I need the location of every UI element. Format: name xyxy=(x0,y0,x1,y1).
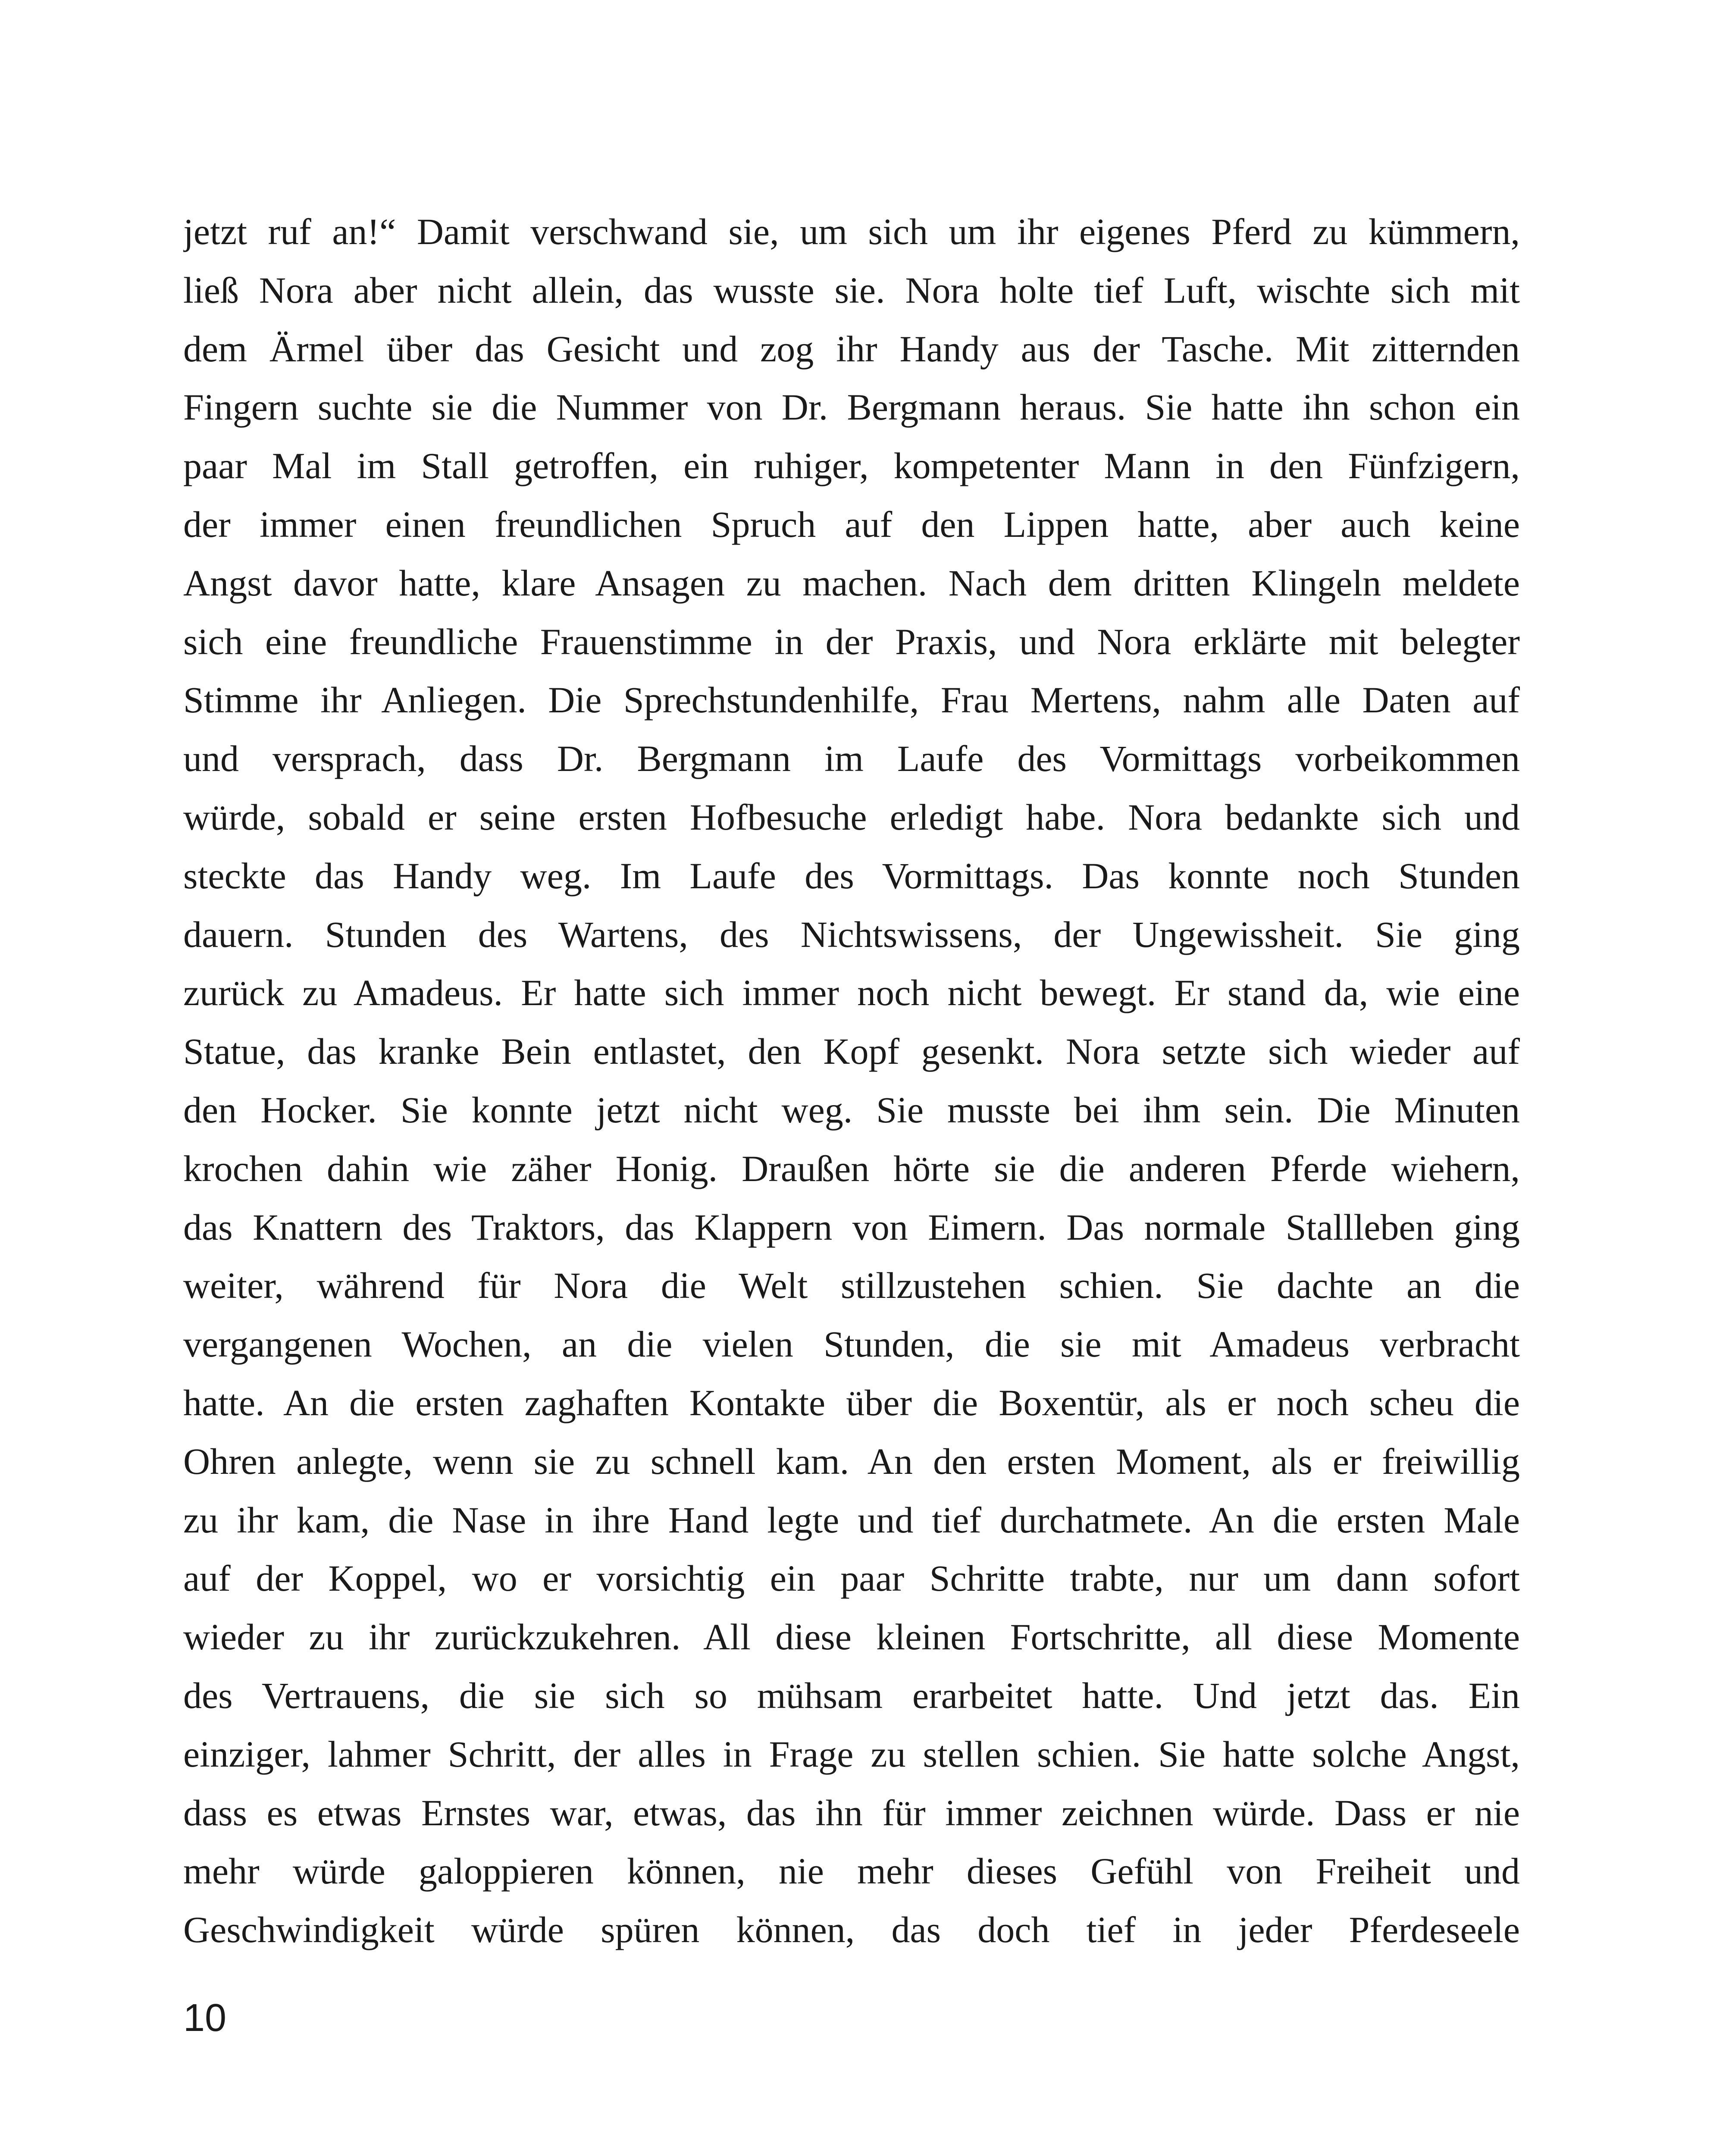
text-line: Fingern suchte sie die Nummer von Dr. Bergmann heraus. Sie hatte ihn schon ein xyxy=(183,386,1520,428)
text-line: des Vertrauens, die sie sich so mühsam erarbeitet hatte. Und jetzt das. Ein xyxy=(183,1674,1520,1716)
text-line: krochen dahin wie zäher Honig. Draußen hörte sie die anderen Pferde wiehern, xyxy=(183,1147,1520,1189)
text-line: würde, sobald er seine ersten Hofbesuche erledigt habe. Nora bedankte sich und xyxy=(183,796,1520,838)
text-line: der immer einen freundlichen Spruch auf den Lippen hatte, aber auch keine xyxy=(183,503,1520,545)
text-line: einziger, lahmer Schritt, der alles in Frage zu stellen schien. Sie hatte solche Angst, xyxy=(183,1733,1520,1775)
text-line: hatte. An die ersten zaghaften Kontakte über die Boxentür, als er noch scheu die xyxy=(183,1382,1520,1423)
text-line: dauern. Stunden des Wartens, des Nichtswissens, der Ungewissheit. Sie ging xyxy=(183,913,1520,955)
page-number: 10 xyxy=(183,1996,227,2040)
text-line: zu ihr kam, die Nase in ihre Hand legte und tief durchatmete. An die ersten Male xyxy=(183,1499,1520,1541)
text-line: das Knattern des Traktors, das Klappern von Eimern. Das normale Stallleben ging xyxy=(183,1206,1520,1248)
text-line: zurück zu Amadeus. Er hatte sich immer noch nicht bewegt. Er stand da, wie eine xyxy=(183,972,1520,1014)
text-line: und versprach, dass Dr. Bergmann im Laufe des Vormittags vorbeikommen xyxy=(183,738,1520,780)
text-line: dass es etwas Ernstes war, etwas, das ihn für immer zeichnen würde. Dass er nie xyxy=(183,1792,1520,1833)
text-line: paar Mal im Stall getroffen, ein ruhiger, kompetenter Mann in den Fünfzigern, xyxy=(183,445,1520,487)
text-line: Angst davor hatte, klare Ansagen zu machen. Nach dem dritten Klingeln meldete xyxy=(183,562,1520,604)
text-line: Geschwindigkeit würde spüren können, das doch tief in jeder Pferdeseele xyxy=(183,1909,1520,1951)
text-line: mehr würde galoppieren können, nie mehr dieses Gefühl von Freiheit und xyxy=(183,1850,1520,1892)
text-line: vergangenen Wochen, an die vielen Stunden, die sie mit Amadeus verbracht xyxy=(183,1323,1520,1365)
text-line: weiter, während für Nora die Welt stillzustehen schien. Sie dachte an die xyxy=(183,1265,1520,1307)
text-line: ließ Nora aber nicht allein, das wusste sie. Nora holte tief Luft, wischte sich mit xyxy=(183,269,1520,311)
text-line: den Hocker. Sie konnte jetzt nicht weg. Sie musste bei ihm sein. Die Minuten xyxy=(183,1089,1520,1131)
text-line: steckte das Handy weg. Im Laufe des Vormittags. Das konnte noch Stunden xyxy=(183,855,1520,896)
text-line: Ohren anlegte, wenn sie zu schnell kam. An den ersten Moment, als er freiwillig xyxy=(183,1440,1520,1482)
text-line: auf der Koppel, wo er vorsichtig ein paar Schritte trabte, nur um dann sofort xyxy=(183,1557,1520,1599)
text-line: Statue, das kranke Bein entlastet, den Kopf gesenkt. Nora setzte sich wieder auf xyxy=(183,1031,1520,1072)
text-line: wieder zu ihr zurückzukehren. All diese kleinen Fortschritte, all diese Momente xyxy=(183,1616,1520,1658)
body-text xyxy=(183,203,1520,1959)
text-line: sich eine freundliche Frauenstimme in der Praxis, und Nora erklärte mit belegter xyxy=(183,620,1520,662)
text-line: jetzt ruf an!“ Damit verschwand sie, um sich um ihr eigenes Pferd zu kümmern, xyxy=(183,211,1520,252)
text-line: Stimme ihr Anliegen. Die Sprechstundenhilfe, Frau Mertens, nahm alle Daten auf xyxy=(183,679,1520,721)
text-line: dem Ärmel über das Gesicht und zog ihr Handy aus der Tasche. Mit zitternden xyxy=(183,328,1520,370)
